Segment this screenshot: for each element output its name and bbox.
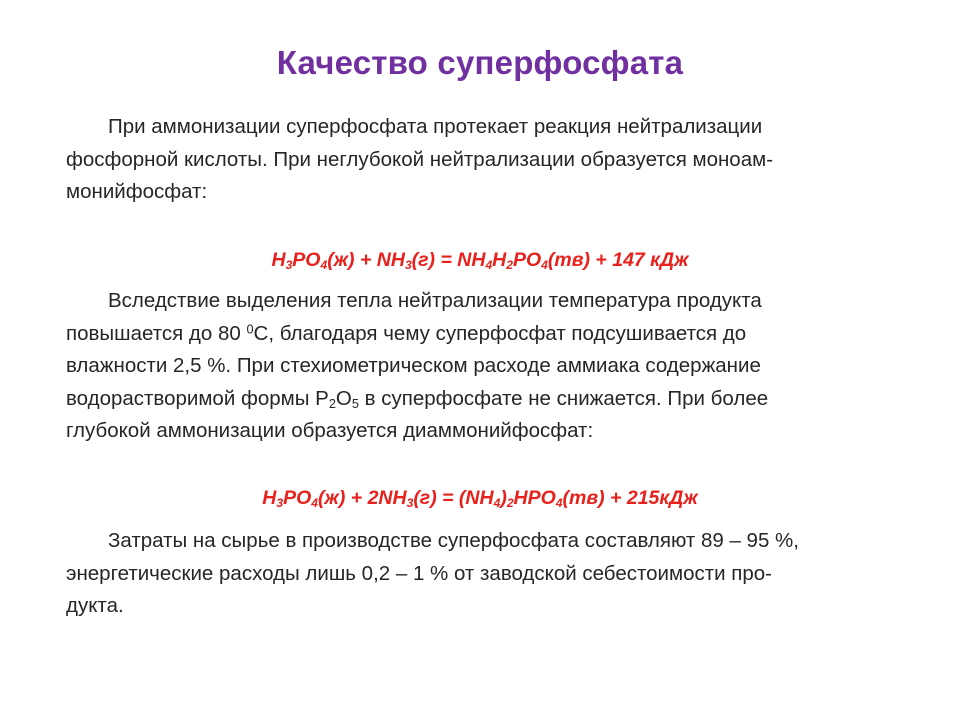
text-line: Вследствие выделения тепла нейтрализации температура продукта (108, 289, 762, 312)
formula-monoammonium: $H_3PO_4(ж) + NH_3(г) = NH_4H_2PO_4(тв) + 147$ кДж (271, 249, 689, 273)
text-line: Затраты на сырье в производстве суперфосфата составляют 89 – 95 %, (108, 529, 799, 552)
text-line: монийфосфат: (66, 180, 208, 203)
paragraph-costs (66, 525, 906, 623)
text-line: глубокой аммонизации образуется диаммонийфосфат: (66, 419, 594, 442)
paragraph-intro (66, 111, 906, 209)
text-line: При аммонизации суперфосфата протекает реакция нейтрализации (108, 115, 763, 138)
paragraph-heat (66, 285, 906, 448)
slide-title: Качество суперфосфата (276, 44, 684, 81)
text-line: влажности 2,5 %. При стехиометрическом расходе аммиака содержание (66, 354, 761, 377)
formula-diammonium: $H_3PO_4(ж) + 2NH_3(г) = (NH_4)_2HPO_4(тв) + 215кДж$ (262, 487, 698, 511)
text-line: повышается до 80 $^0$С, благодаря чему суперфосфат подсушивается до (66, 321, 747, 345)
text-line: фосфорной кислоты. При неглубокой нейтрализации образуется моноам- (66, 147, 774, 171)
text-line: водорастворимой формы $P_2O_5$ в суперфосфате не снижается. При более (66, 386, 769, 411)
text-line: дукта. (66, 594, 124, 617)
text-line: энергетические расходы лишь 0,2 – 1 % от заводской себестоимости про- (66, 561, 772, 585)
